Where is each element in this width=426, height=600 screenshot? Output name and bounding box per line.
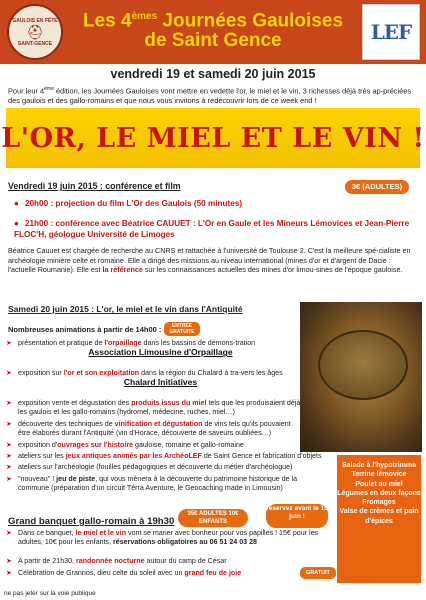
logo-top-text: GAULOIS EN FÊTE [12,17,58,24]
bullet-icon: ➤ [6,530,12,537]
footer-note: ne pas jeter sur la voie publique [4,590,96,597]
animations-intro: Nombreuses animations à partir de 14h00 : [8,325,162,334]
bullet-icon: ➤ [6,464,12,471]
list-item: ➤ "nouveau" ! jeu de piste, qui vous mènera à la découverte du patrimoine historique de la commune (préparation d'un circuit Térra Aventure, le Geocaching made in Limousin) [6,475,298,493]
banquet-heading: Grand banquet gallo-romain à 19h30 [8,516,175,527]
festival-logo [7,4,63,60]
bullet-icon: ● [14,219,19,228]
event-conference: ● 21h00 : conférence avec Béatrice CAUUET : L'Or en Gaule et les Mineurs Lémovices et Jean-Pierre FLOC'H, géologue Université de Limoges [14,219,410,239]
banquet-menu [337,455,421,583]
bullet-icon: ➤ [6,370,12,377]
bullet-icon: ➤ [6,340,12,347]
header-bar [0,0,426,64]
list-item: ➤ découverte des techniques de vinification et dégustation de vins tels qu'ils pouvaient être élaborés durant l'Antiquité (vin d'Horace, découverte de saveurs oubliées…) [6,420,291,438]
menu-item: Valse de crèmes et pain d'épices [339,508,419,525]
event-film: ● 20h00 : projection du film L'Or des Gaulois (50 minutes) [14,199,243,208]
list-item: ➤ Dans ce banquet, le miel et le vin vont se marier avec bonheur pour vos papilles ! 15€ pour les adultes, 10€ pour les enfants, réservations obligatoires au 06 51 24 03 28 [6,529,319,547]
bullet-icon: ● [14,199,19,208]
reservation-badge: réservez avant le 15 juin ! [266,504,328,528]
bullet-icon: ➤ [6,558,12,565]
banquet-price-badge: 35€ ADULTES 10€ ENFANTS [178,509,248,527]
event-dates: vendredi 19 et samedi 20 juin 2015 [110,67,316,81]
list-item: ➤ exposition vente et dégustation des produits issus du miel tels que les produisaient déjà les gaulois et les gallo-romains (hydromel, médecine, ruches, miel…) [6,399,301,417]
list-item: ➤ A partir de 21h30, randonnée nocturne autour du camp de César [6,557,227,565]
free-entry-badge: ENTRÉE GRATUITE [164,322,200,336]
helmet-icon: ⛑ [26,23,44,40]
list-item: ➤ ateliers sur les jeux antiques animés par les ArchéoLEF de Saint Gence et fabrication d'objets [6,452,322,460]
bullet-icon: ➤ [6,400,12,407]
bullet-icon: ➤ [6,570,12,577]
bullet-icon: ➤ [6,453,12,460]
menu-item: Salade à l'hypotrimma [341,462,417,469]
menu-item: Légumes en deux façons [337,489,421,497]
free-badge: GRATUIT [300,567,336,579]
list-item: ➤ exposition d'ouvrages sur l'histoire gauloise, romaine et gallo-romaine [6,441,244,449]
logo-bottom-text: SAINT-GENCE [17,40,53,47]
list-item: ➤ exposition sur l'or et son exploitation dans la région du Chalard à tra-vers les âges Chalard Initiatives [6,369,283,388]
friday-price-badge: 3€ (ADULTES) [345,180,409,194]
pan-shape [318,330,408,400]
bullet-icon: ➤ [6,421,12,428]
title-line-2: de Saint Gence [144,30,282,51]
menu-item: Terrine lémovice [351,471,407,479]
speaker-bio: Béatrice Cauuet est chargée de recherche au CNRS et rattachée à l'université de Toulouse 2. C'est la meilleure spé-cialiste en archéologie minière celte et romaine. Elle a dirigé des missions au niveau international (mines d'or et d'argent de Dacie : l'actuelle Roumanie). Elle est la référence sur les connaissances actuelles des mines d'or limou-sines de l'époque gauloise. [8,246,411,275]
list-item: ➤ Célébration de Grannos, dieu celte du soleil avec un grand feu de joie [6,569,242,577]
lef-logo: LEF [362,4,420,60]
bullet-icon: ➤ [6,476,12,483]
friday-heading: Vendredi 19 juin 2015 : conférence et film [8,181,181,191]
list-item: ➤ présentation et pratique de l'orpaillage dans les bassins de démons-tration Association Limousine d'Orpaillage [6,339,256,358]
bullet-icon: ➤ [6,442,12,449]
saturday-heading: Samedi 20 juin 2015 : L'or, le miel et le vin dans l'Antiquité [8,304,243,314]
gold-panning-photo [300,302,422,452]
list-item: ➤ ateliers sur l'archéologie (fouilles pédagogiques et découverte du métier d'archéologue) [6,463,293,471]
intro-text: Pour leur 4ème édition, les Journées Gauloises vont mettre en vedette l'or, le miel et le vin, 3 richesses déjà très ap-préciées des gaulois et des gallo-romains et que nous vous invitons à redécouvrir lors de ce week end ! [8,86,412,106]
title-line-1: Les 4èmes Journées Gauloises [82,10,344,32]
theme-banner: L'OR, LE MIEL ET LE VIN ! [6,108,420,168]
menu-item: Fromages [362,499,396,507]
menu-item: Poulet au miel [355,480,403,488]
